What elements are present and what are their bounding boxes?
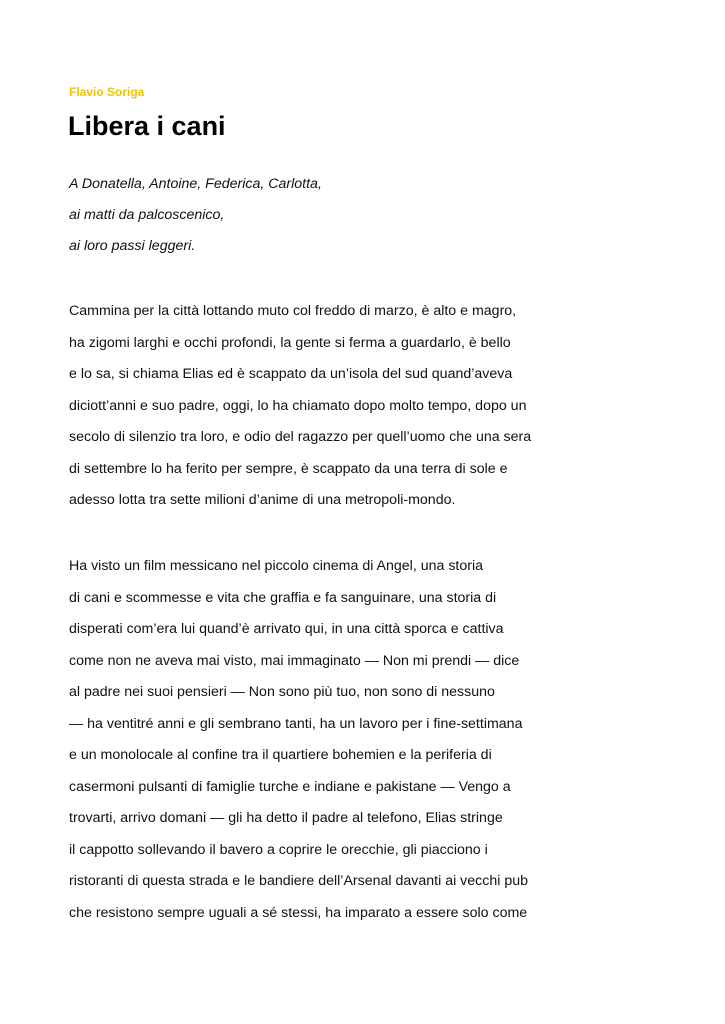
text-line: al padre nei suoi pensieri — Non sono più tuo, non sono di nessuno bbox=[69, 684, 495, 700]
author-name: Flavio Soriga bbox=[69, 85, 145, 99]
text-line: ha zigomi larghi e occhi profondi, la gente si ferma a guardarlo, è bello bbox=[69, 335, 511, 351]
dedication-line: ai loro passi leggeri. bbox=[69, 238, 196, 254]
text-line: di cani e scommesse e vita che graffia e fa sanguinare, una storia di bbox=[69, 590, 497, 606]
dedication-line: ai matti da palcoscenico, bbox=[69, 207, 225, 223]
text-line: secolo di silenzio tra loro, e odio del ragazzo per quell’uomo che una sera bbox=[69, 429, 532, 445]
text-line: e lo sa, si chiama Elias ed è scappato da un’isola del sud quand’aveva bbox=[69, 366, 513, 382]
text-line: disperati com’era lui quand’è arrivato qui, in una città sporca e cattiva bbox=[69, 621, 504, 637]
text-line: adesso lotta tra sette milioni d’anime di una metropoli-mondo. bbox=[69, 492, 456, 508]
text-line: il cappotto sollevando il bavero a coprire le orecchie, gli piacciono i bbox=[69, 842, 488, 858]
text-line: trovarti, arrivo domani — gli ha detto il padre al telefono, Elias stringe bbox=[69, 810, 503, 826]
text-line: — ha ventitré anni e gli sembrano tanti, ha un lavoro per i fine-settimana bbox=[69, 716, 523, 732]
text-line: diciott’anni e suo padre, oggi, lo ha chiamato dopo molto tempo, dopo un bbox=[69, 398, 527, 414]
text-line: ristoranti di questa strada e le bandiere dell’Arsenal davanti ai vecchi pub bbox=[69, 873, 529, 889]
text-line: che resistono sempre uguali a sé stessi, ha imparato a essere solo come bbox=[69, 905, 528, 921]
dedication-line: A Donatella, Antoine, Federica, Carlotta, bbox=[69, 176, 322, 192]
text-line: Cammina per la città lottando muto col freddo di marzo, è alto e magro, bbox=[69, 303, 517, 319]
text-line: e un monolocale al confine tra il quartiere bohemien e la periferia di bbox=[69, 747, 492, 763]
text-line: casermoni pulsanti di famiglie turche e indiane e pakistane — Vengo a bbox=[69, 779, 511, 795]
text-line: di settembre lo ha ferito per sempre, è scappato da una terra di sole e bbox=[69, 461, 508, 477]
text-line: come non ne aveva mai visto, mai immaginato — Non mi prendi — dice bbox=[69, 653, 520, 669]
text-line: Ha visto un film messicano nel piccolo cinema di Angel, una storia bbox=[69, 558, 484, 574]
document-title: Libera i cani bbox=[68, 111, 226, 141]
